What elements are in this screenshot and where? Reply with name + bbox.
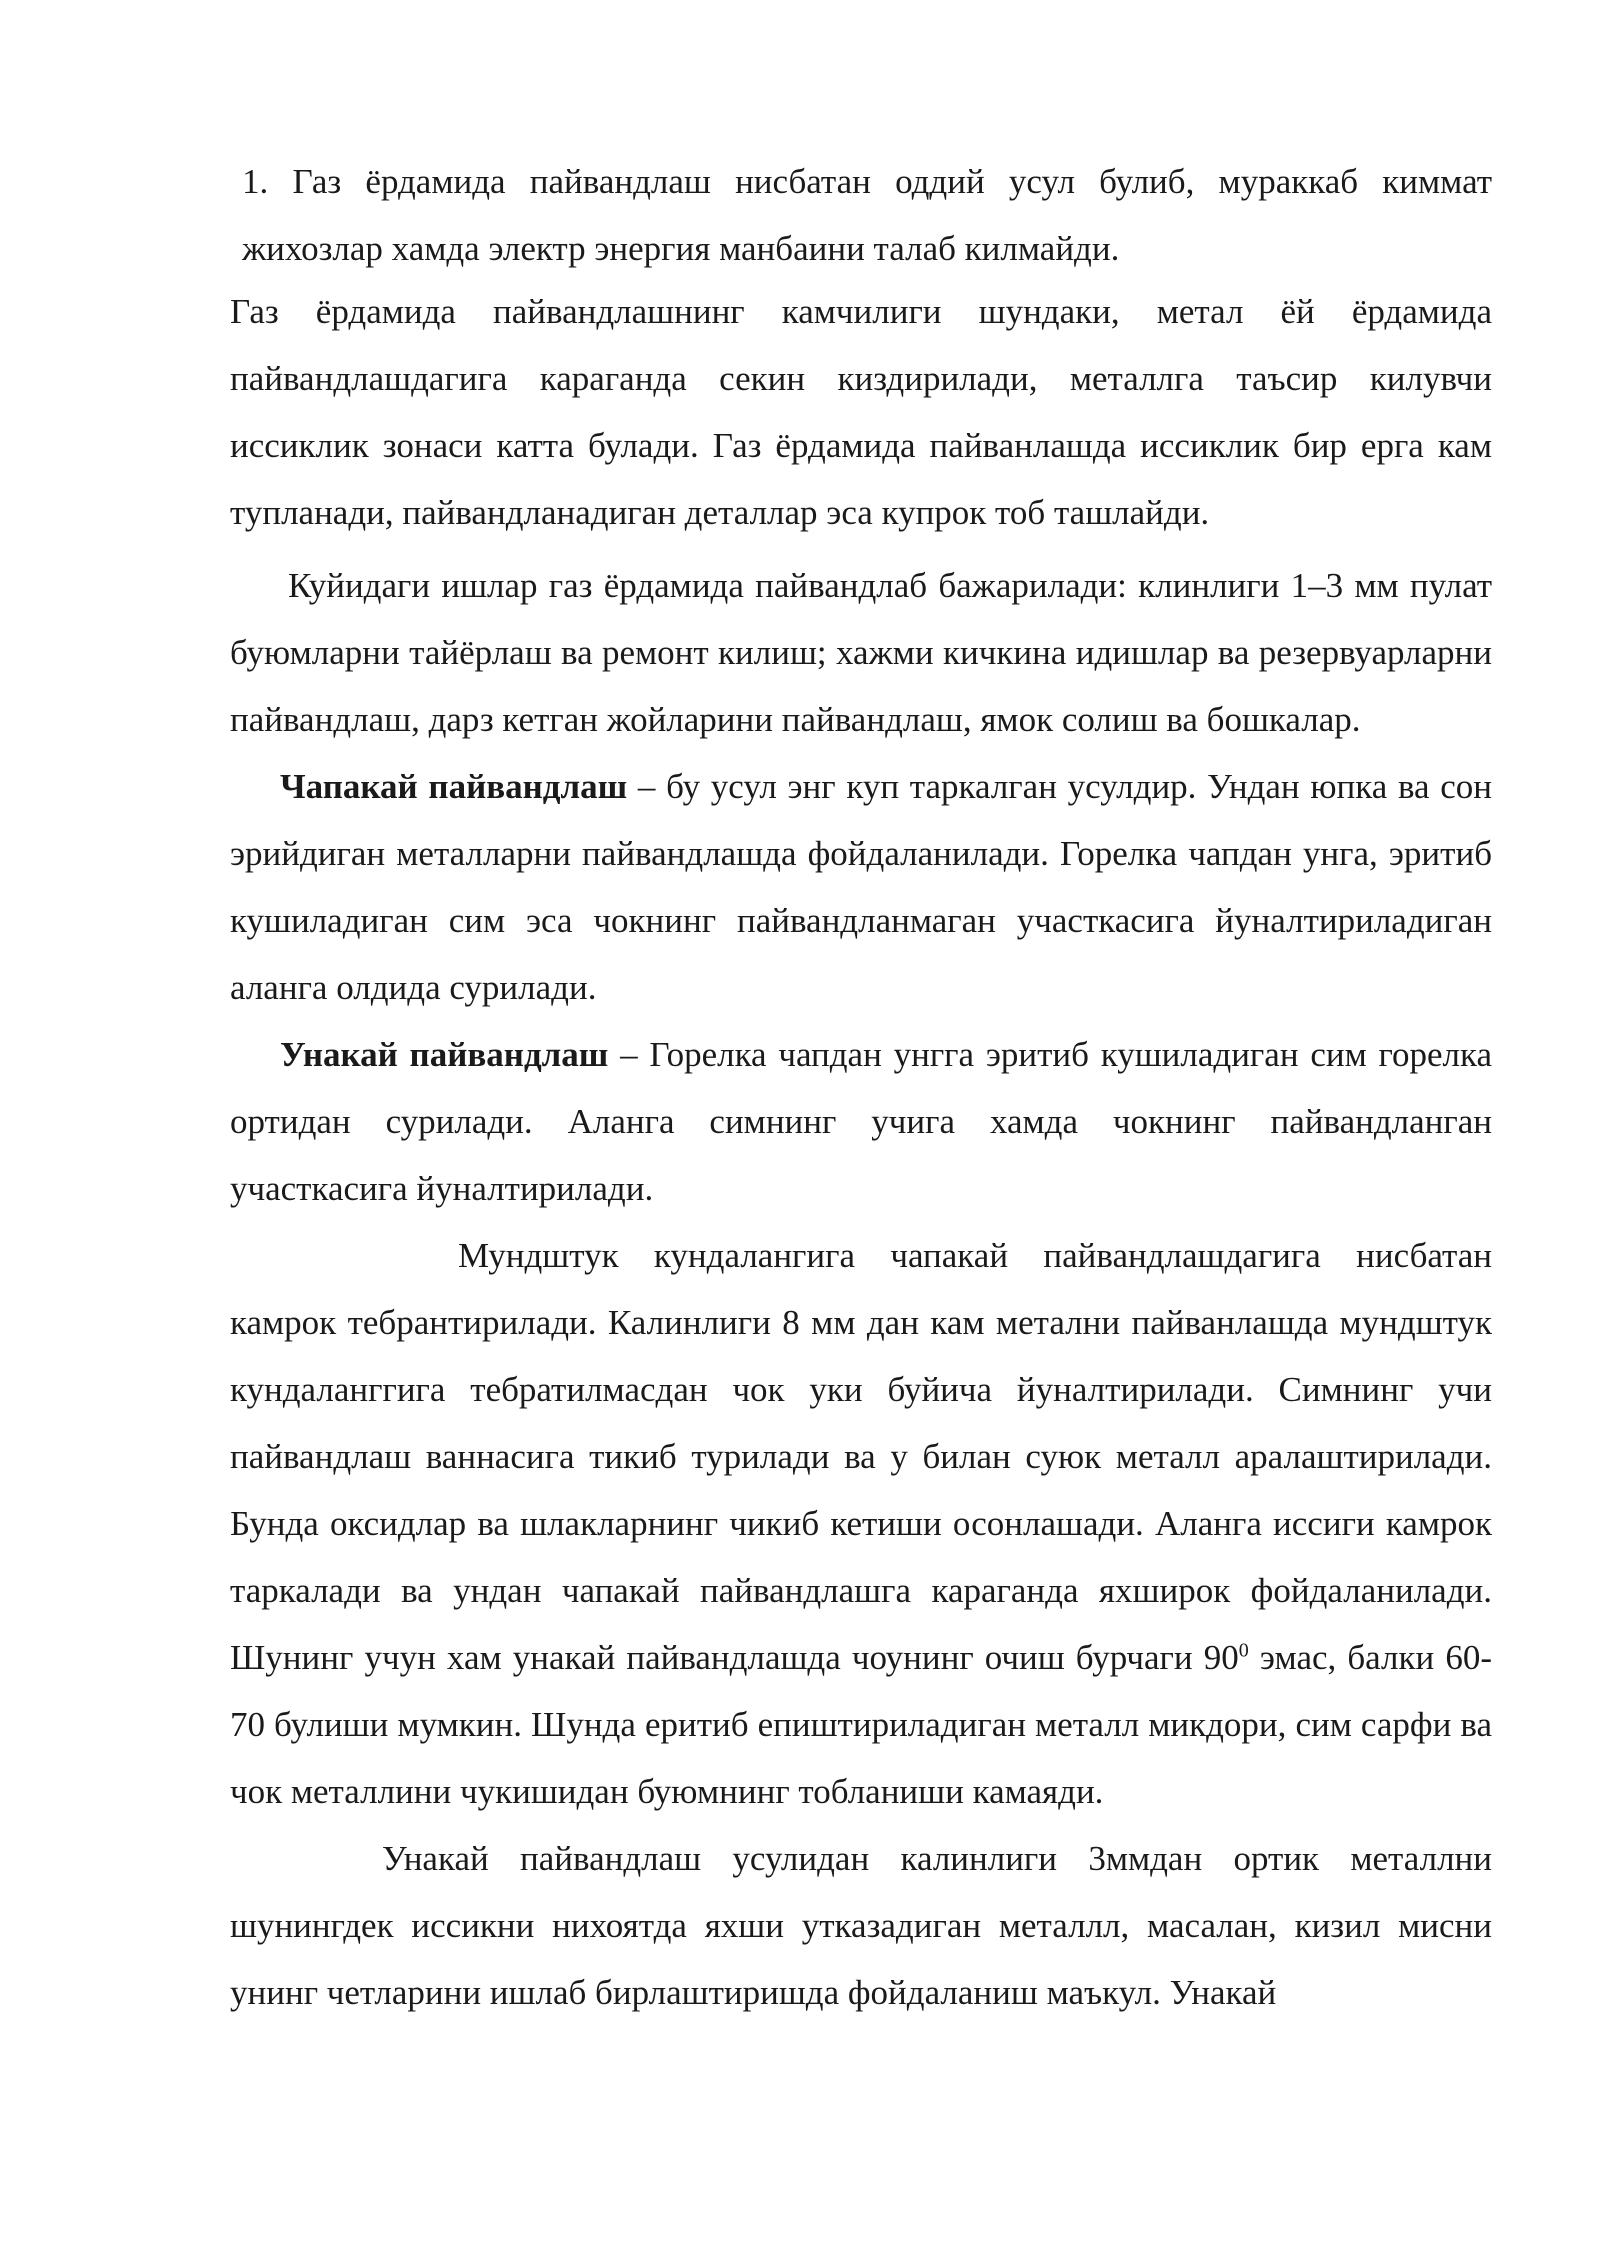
paragraph-gas-welding-advantage [230,148,1492,282]
paragraph-gas-welding-drawback [230,278,1492,546]
paragraph-gas-welding-applications [230,552,1492,753]
paragraph-rightward-welding-usage [230,1825,1492,2026]
paragraph-text: Газ ёрдамида пайвандлашнинг камчилиги шундаки, метал ёй ёрдамида пайвандлашдагига караганда секин киздирилади, металлга таъсир килувчи иссиклик зонаси катта булади. Газ ёрдамида пайванлашда иссиклик бир ерга кам тупланади, пайвандланадиган деталлар эса купрок тоб ташлайди. [230,292,1492,532]
paragraph-nozzle-motion [230,1222,1492,1825]
paragraph-text: Куйидаги ишлар газ ёрдамида пайвандлаб бажарилади: клинлиги 1–3 мм пулат буюмларни тайёрлаш ва ремонт килиш; хажми кичкина идишлар ва резервуарларни пайвандлаш, дарз кетган жойларини пайвандлаш, ямок солиш ва бошкалар. [230,566,1492,739]
paragraph-text: Газ ёрдамида пайвандлаш нисбатан оддий усул булиб, мураккаб киммат жихозлар хамда электр энергия манбаини талаб килмайди. [242,162,1492,268]
paragraph-rightward-welding [230,1021,1492,1222]
degree-superscript: 0 [1238,1639,1249,1662]
paragraph-text: – бу усул энг куп таркалган усулдир. Ундан юпка ва сон эрийдиган металларни пайвандлашда фойдаланилади. Горелка чапдан унга, эритиб кушиладиган сим эса чокнинг пайвандланмаган участкасига йуналтириладиган аланга олдида сурилади. [230,767,1493,1007]
paragraph-leftward-welding [230,753,1492,1021]
paragraph-text: эмас, балки 60-70 булиши мумкин. Шунда еритиб епиштириладиган металл микдори, сим сарфи ва чок металлини чукишидан буюмнинг тобланиши камаяди. [230,1638,1492,1811]
paragraph-text: Мундштук кундалангига чапакай пайвандлашдагига нисбатан камрок тебрантирилади. Калинлиги 8 мм дан кам метални пайванлашда мундштук кундаланггига тебратилмасдан чок уки буйича йуналтирилади. Симнинг учи пайвандлаш ваннасига тикиб турилади ва у билан суюк металл аралаштирилади. Бунда оксидлар ва шлакларнинг чикиб кетиши осонлашади. Аланга иссиги камрок таркалади ва ундан чапакай пайвандлашга караганда яхширок фойдаланилади. Шунинг учун хам унакай пайвандлашда чоунинг очиш бурчаги 90 [230,1236,1492,1677]
paragraph-text: Унакай пайвандлаш усулидан калинлиги 3ммдан ортик металлни шунингдек иссикни нихоятда яхши утказадиган металлл, масалан, кизил мисни унинг четларини ишлаб бирлаштиришда фойдаланиш маъкул. Унакай [230,1839,1492,2012]
document-page [230,148,1492,2026]
list-number: 1. [242,162,269,201]
term-leftward-welding: Чапакай пайвандлаш [280,767,628,806]
term-rightward-welding: Унакай пайвандлаш [280,1035,609,1074]
paragraph-text: – Горелка чапдан унгга эритиб кушиладиган сим горелка ортидан сурилади. Аланга симнинг учига хамда чокнинг пайвандланган участкасига йуналтирилади. [230,1035,1493,1208]
